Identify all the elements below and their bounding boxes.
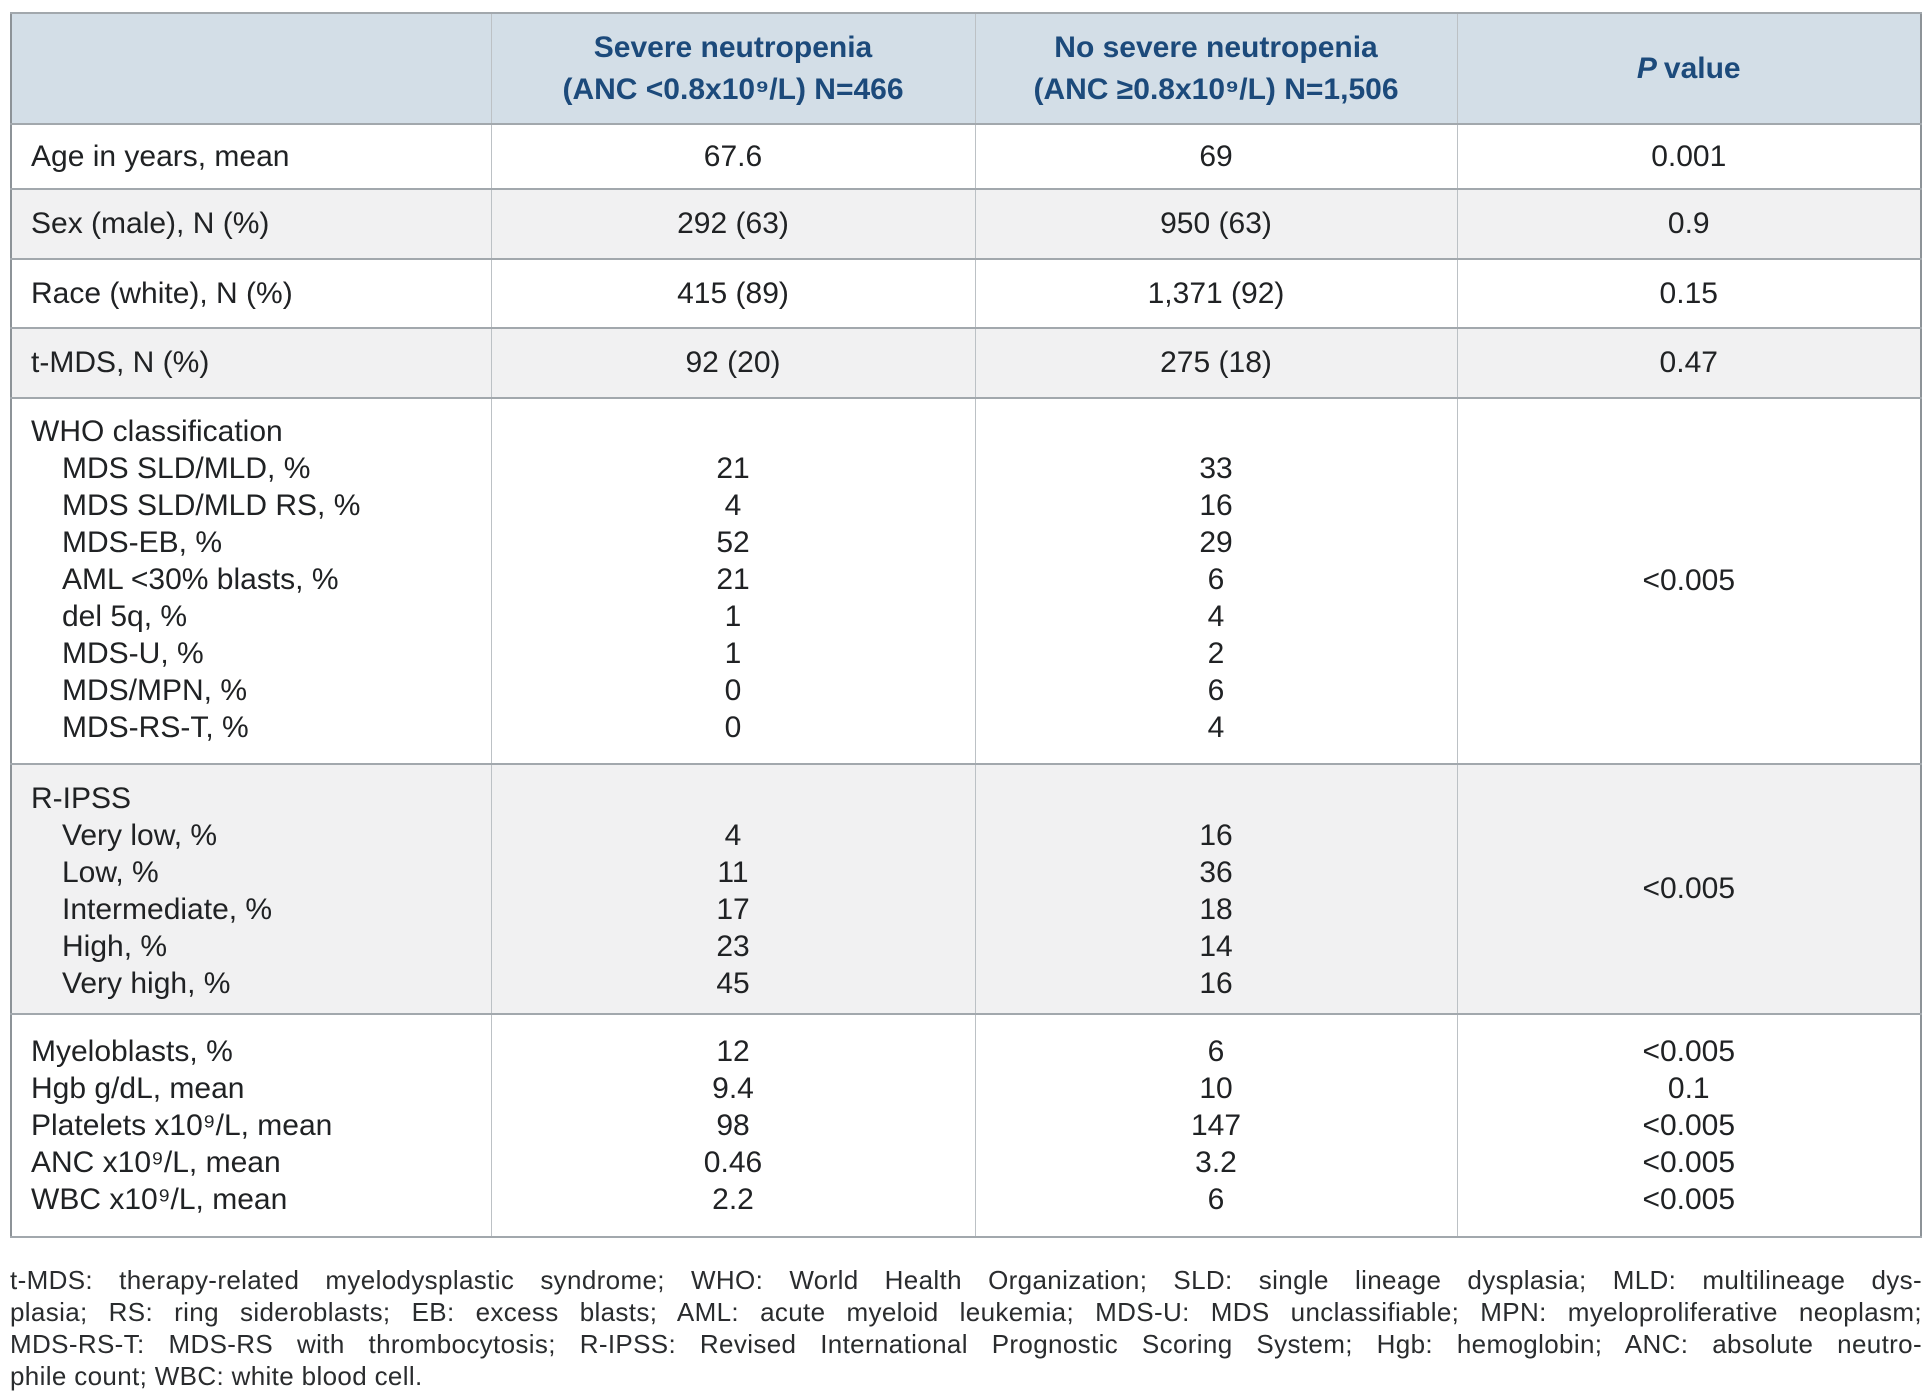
footnote-line: plasia; RS: ring sideroblasts; EB: excess blasts; AML: acute myeloid leukemia; MDS-U: MDS unclassifiable; MPN: myeloproliferative neoplasm;: [10, 1297, 1922, 1327]
labs-item-no-severe-value: 3.2: [1195, 1146, 1237, 1179]
header-no-severe-neutropenia: [975, 13, 1457, 124]
who-item-label: MDS-U, %: [62, 637, 204, 670]
who-item-severe-value: 1: [724, 637, 742, 670]
ripss-item-no-severe-value: 16: [1199, 819, 1233, 852]
section-ripss: [11, 764, 1921, 1014]
row-race: [11, 259, 1921, 328]
ripss-item-severe-value: 17: [716, 893, 750, 926]
labs-item-severe-value: 9.4: [712, 1072, 754, 1105]
ripss-item-no-severe-value: 14: [1199, 930, 1233, 963]
who-label-cell: [11, 398, 491, 764]
labs-item-p-value: <0.005: [1642, 1035, 1736, 1068]
spacer-line: [492, 413, 975, 450]
who-item-severe-value: 21: [716, 452, 750, 485]
row-race-label: Race (white), N (%): [11, 259, 491, 328]
who-item-severe-value: 4: [724, 489, 742, 522]
ripss-no-severe-values-cell: [975, 764, 1457, 1014]
who-item-severe-value: 0: [724, 674, 742, 707]
section-who-classification: [11, 398, 1921, 764]
who-item-severe-value: 52: [716, 526, 750, 559]
footnote-line: MDS-RS-T: MDS-RS with thrombocytosis; R-IPSS: Revised International Prognostic Scoring System; Hgb: hemoglobin; ANC: absolute neutro-: [10, 1329, 1922, 1359]
ripss-severe-values-cell: [491, 764, 975, 1014]
p-value-italic-p: P: [1636, 51, 1657, 85]
section-lab-values: [11, 1014, 1921, 1237]
ripss-section-title: R-IPSS: [31, 782, 132, 815]
row-tmds-no-severe-value: 275 (18): [975, 328, 1457, 398]
row-tmds-severe-value: 92 (20): [491, 328, 975, 398]
row-sex-label: Sex (male), N (%): [11, 189, 491, 259]
header-no-severe-line2: (ANC ≥0.8x10⁹/L) N=1,506: [1033, 72, 1399, 106]
row-sex-p-value: 0.9: [1457, 189, 1921, 259]
header-no-severe-line1: No severe neutropenia: [1054, 30, 1378, 64]
row-age-label: Age in years, mean: [11, 124, 491, 189]
who-item-label: MDS SLD/MLD RS, %: [62, 489, 361, 522]
spacer-line: [976, 780, 1457, 817]
row-age-p-value: 0.001: [1457, 124, 1921, 189]
who-item-no-severe-value: 29: [1199, 526, 1233, 559]
labs-item-p-value: <0.005: [1642, 1183, 1736, 1216]
row-age-no-severe-value: 69: [975, 124, 1457, 189]
labs-item-severe-value: 12: [716, 1035, 750, 1068]
who-item-no-severe-value: 2: [1207, 637, 1225, 670]
who-section-title: WHO classification: [31, 415, 283, 448]
labs-item-p-value: 0.1: [1667, 1072, 1710, 1105]
ripss-item-label: High, %: [62, 930, 168, 963]
ripss-item-no-severe-value: 16: [1199, 967, 1233, 1000]
row-tmds-label: t-MDS, N (%): [11, 328, 491, 398]
labs-item-no-severe-value: 6: [1207, 1035, 1225, 1068]
who-severe-values-cell: [491, 398, 975, 764]
labs-item-label: Hgb g/dL, mean: [31, 1072, 245, 1105]
who-item-severe-value: 1: [724, 600, 742, 633]
header-severe-line2: (ANC <0.8x10⁹/L) N=466: [562, 72, 904, 106]
labs-item-label: ANC x10⁹/L, mean: [31, 1146, 281, 1179]
labs-item-no-severe-value: 6: [1207, 1183, 1225, 1216]
baseline-characteristics-table: [10, 12, 1922, 1238]
footnote-line: phile count; WBC: white blood cell.: [10, 1361, 423, 1391]
footnote-line: t-MDS: therapy-related myelodysplastic syndrome; WHO: World Health Organization; SLD: single lineage dysplasia; MLD: multilineage dys-: [10, 1265, 1922, 1295]
who-no-severe-values-cell: [975, 398, 1457, 764]
labs-severe-values-cell: [491, 1014, 975, 1237]
who-item-label: del 5q, %: [62, 600, 188, 633]
ripss-p-value: <0.005: [1457, 764, 1921, 1014]
who-item-no-severe-value: 33: [1199, 452, 1233, 485]
who-item-no-severe-value: 16: [1199, 489, 1233, 522]
ripss-item-label: Intermediate, %: [62, 893, 273, 926]
who-item-no-severe-value: 4: [1207, 600, 1225, 633]
who-item-label: MDS/MPN, %: [62, 674, 248, 707]
ripss-label-cell: [11, 764, 491, 1014]
baseline-characteristics-section: [10, 12, 1922, 1238]
row-sex-no-severe-value: 950 (63): [975, 189, 1457, 259]
row-sex: [11, 189, 1921, 259]
header-severe-neutropenia: [491, 13, 975, 124]
p-value-word: value: [1663, 51, 1741, 85]
who-p-value: <0.005: [1457, 398, 1921, 764]
labs-item-p-value: <0.005: [1642, 1109, 1736, 1142]
header-empty-cell: [11, 13, 491, 124]
ripss-item-label: Low, %: [62, 856, 159, 889]
ripss-item-severe-value: 45: [716, 967, 750, 1000]
labs-item-label: Myeloblasts, %: [31, 1035, 233, 1068]
who-item-label: MDS-RS-T, %: [62, 711, 249, 744]
labs-no-severe-values-cell: [975, 1014, 1457, 1237]
who-item-no-severe-value: 6: [1207, 674, 1225, 707]
labs-p-values-cell: [1457, 1014, 1921, 1237]
labs-item-severe-value: 0.46: [703, 1146, 763, 1179]
who-item-label: AML <30% blasts, %: [62, 563, 339, 596]
row-age: [11, 124, 1921, 189]
labs-item-label: Platelets x10⁹/L, mean: [31, 1109, 333, 1142]
labs-label-cell: [11, 1014, 491, 1237]
row-race-severe-value: 415 (89): [491, 259, 975, 328]
ripss-item-severe-value: 23: [716, 930, 750, 963]
who-item-severe-value: 21: [716, 563, 750, 596]
labs-item-label: WBC x10⁹/L, mean: [31, 1183, 288, 1216]
labs-item-no-severe-value: 147: [1190, 1109, 1242, 1142]
header-row: [11, 13, 1921, 124]
labs-item-severe-value: 98: [716, 1109, 750, 1142]
header-p-value: [1457, 13, 1921, 124]
spacer-line: [976, 413, 1457, 450]
ripss-item-severe-value: 11: [717, 856, 749, 889]
row-age-severe-value: 67.6: [491, 124, 975, 189]
who-item-no-severe-value: 6: [1207, 563, 1225, 596]
who-item-severe-value: 0: [724, 711, 742, 744]
ripss-item-label: Very high, %: [62, 967, 231, 1000]
row-sex-severe-value: 292 (63): [491, 189, 975, 259]
who-item-label: MDS SLD/MLD, %: [62, 452, 311, 485]
who-item-label: MDS-EB, %: [62, 526, 223, 559]
footnote-abbreviations: [10, 1264, 1922, 1392]
labs-item-no-severe-value: 10: [1199, 1072, 1233, 1105]
row-race-no-severe-value: 1,371 (92): [975, 259, 1457, 328]
row-race-p-value: 0.15: [1457, 259, 1921, 328]
who-item-no-severe-value: 4: [1207, 711, 1225, 744]
labs-item-severe-value: 2.2: [712, 1183, 754, 1216]
row-tmds: [11, 328, 1921, 398]
ripss-item-no-severe-value: 36: [1199, 856, 1233, 889]
spacer-line: [492, 780, 975, 817]
header-severe-line1: Severe neutropenia: [593, 30, 873, 64]
ripss-item-severe-value: 4: [724, 819, 742, 852]
row-tmds-p-value: 0.47: [1457, 328, 1921, 398]
ripss-item-no-severe-value: 18: [1199, 893, 1233, 926]
labs-item-p-value: <0.005: [1642, 1146, 1736, 1179]
ripss-item-label: Very low, %: [62, 819, 218, 852]
